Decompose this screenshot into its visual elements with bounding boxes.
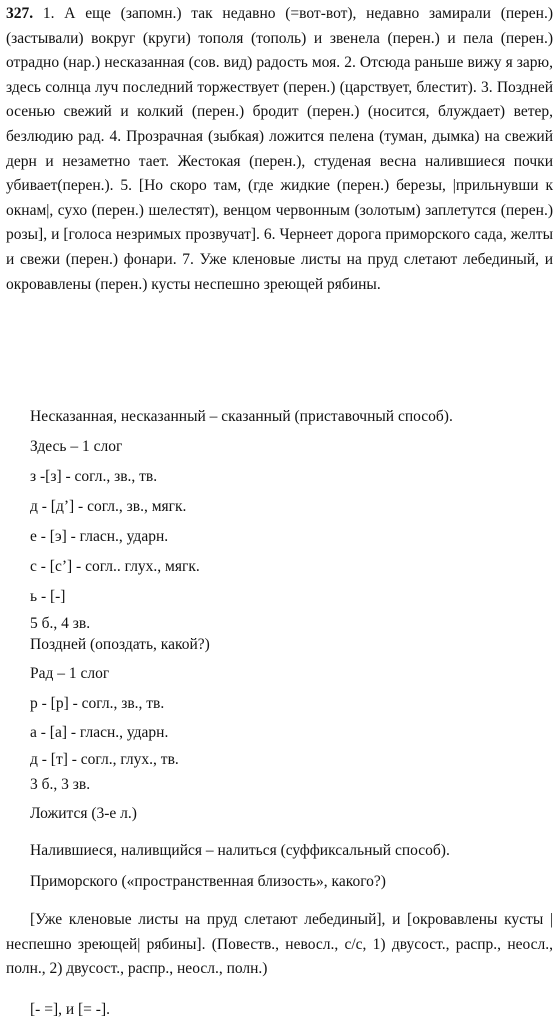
sentence-scheme: [- =], и [= -]. (30, 1001, 110, 1018)
analysis-line-14: 3 б., 3 зв. (30, 776, 91, 793)
exercise-body: 1. А еще (запомн.) так недавно (=вот-вот), недавно замирали (перен.) (застывали) вокруг (круги) тополя (тополь) и звенела (перен.) и пела (перен.) отрадно (нар.) несказанная (сов. вид) радость моя. 2. Отсюда раньше вижу я зарю, здесь солнца луч последний торжествует (перен.) (царствует, блестит). 3. Поздней осенью свежий и колкий (перен.) бродит (перен.) (носится, блуждает) ветер, безлюдию рад. 4. Прозрачная (зыбкая) ложится пелена (туман, дымка) на свежий дерн и незаметно тает. Жестокая (перен.), студеная весна налившиеся почки убивает(перен.). 5. [Но скоро там, (где жидкие (перен.) березы, |прильнувши к окнам|, сухо (перен.) шелестят), венцом червонным (золотым) заплетутся (перен.) розы], и [голоса незримых прозвучат]. 6. Чернеет дорога приморского сада, желты и свежи (перен.) фонари. 7. Уже кленовые листы на пруд слетают лебединый, и окровавлены (перен.) кусты неспешно зреющей рябины. (6, 5, 553, 293)
analysis-line-6: с - [с’] - согл.. глух., мягк. (30, 558, 200, 575)
analysis-line-13: д - [т] - согл., глух., тв. (30, 751, 179, 768)
analysis-line-11: р - [р] - согл., зв., тв. (30, 695, 165, 712)
analysis-line-3: з -[з] - согл., зв., тв. (30, 468, 158, 485)
analysis-line-17: Приморского («пространственная близость», какого?) (30, 873, 386, 890)
syntax-analysis: [Уже кленовые листы на пруд слетают лебединый], и [окровавлены кусты |неспешно зреющей| рябины]. (Повеств., невосл., с/с, 1) двусост., распр., неосл., полн., 2) двусост., распр., неосл., полн.) (6, 911, 553, 978)
analysis-line-2: Здесь – 1 слог (30, 438, 123, 455)
analysis-line-15: Ложится (3-е л.) (30, 805, 137, 822)
analysis-line-16: Налившиеся, наливщийся – налиться (суффиксальный способ). (30, 842, 450, 859)
analysis-line-4: д - [д’] - согл., зв., мягк. (30, 498, 187, 515)
exercise-number: 327. (6, 5, 34, 22)
analysis-line-8: 5 б., 4 зв. (30, 615, 91, 632)
analysis-line-10: Рад – 1 слог (30, 665, 110, 682)
analysis-line-9: Поздней (опоздать, какой?) (30, 636, 210, 653)
analysis-line-12: а - [а] - гласн., ударн. (30, 724, 169, 741)
analysis-line-5: е - [э] - гласн., ударн. (30, 528, 169, 545)
exercise-text (6, 2, 553, 297)
analysis-line-7: ь - [-] (30, 588, 66, 605)
analysis-line-1: Несказанная, несказанный – сказанный (приставочный способ). (30, 408, 453, 425)
